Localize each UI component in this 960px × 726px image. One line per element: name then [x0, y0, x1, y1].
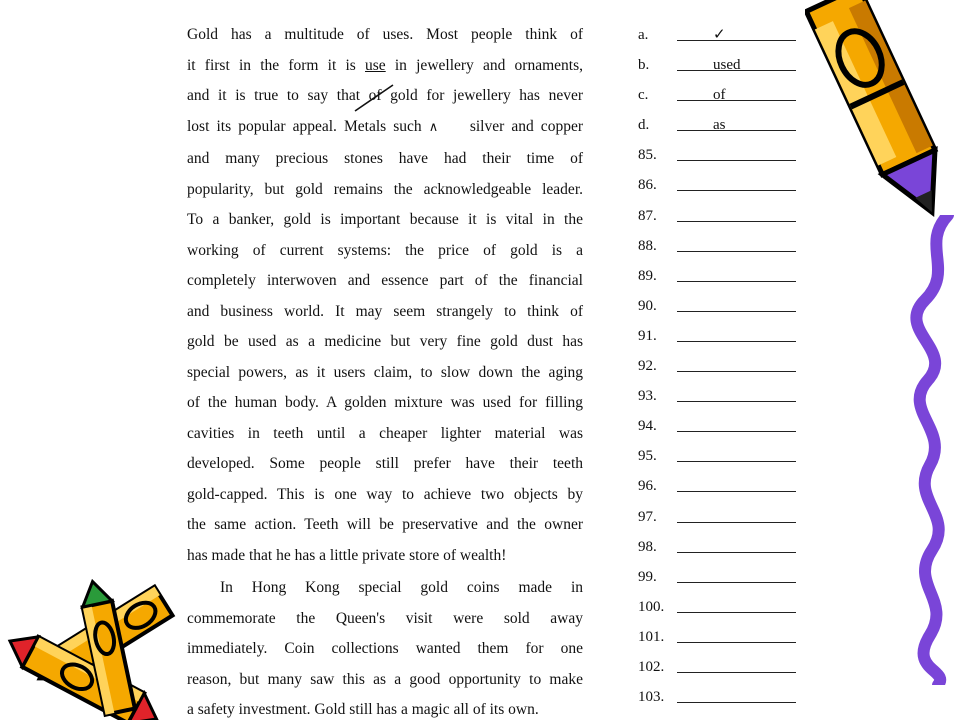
- answer-number: 93.: [638, 388, 657, 405]
- passage-line: has made that he has a little private store of wealth!: [187, 546, 507, 564]
- answer-value: of: [713, 87, 726, 104]
- passage-line: [187, 81, 583, 112]
- answer-row: [638, 411, 798, 441]
- answer-blank[interactable]: [677, 281, 796, 282]
- answer-blank[interactable]: [677, 401, 796, 402]
- passage-line: In Hong Kong special gold coins made in: [220, 579, 583, 596]
- answer-value: used: [713, 57, 741, 74]
- answer-blank[interactable]: [677, 311, 796, 312]
- passage-line: the same action. Teeth will be preservative and the owner: [187, 516, 583, 533]
- answer-row: [638, 652, 798, 682]
- answer-number: 86.: [638, 177, 657, 194]
- answer-number: 101.: [638, 628, 665, 645]
- answer-blank[interactable]: [677, 672, 796, 673]
- answer-blank[interactable]: [677, 341, 796, 342]
- passage-line: working of current systems: the price of gold is a: [187, 241, 583, 259]
- answer-blank[interactable]: [677, 431, 796, 432]
- answer-row: [638, 261, 798, 291]
- passage-line-end: in jewellery and ornaments,: [385, 56, 584, 74]
- answer-row: [638, 20, 798, 50]
- answer-blank[interactable]: [677, 552, 796, 553]
- answer-number: 100.: [638, 598, 665, 615]
- passage-line: immediately. Coin collections wanted them for one: [187, 640, 583, 657]
- passage-line: developed. Some people still prefer have their teeth: [187, 455, 583, 472]
- answer-row: [638, 682, 798, 712]
- answer-number: c.: [638, 87, 649, 104]
- insert-caret-icon: ∧: [428, 119, 439, 135]
- struck-word: [369, 87, 382, 104]
- answer-number: 103.: [638, 689, 665, 706]
- reading-passage: [187, 20, 583, 726]
- passage-line: [187, 112, 583, 143]
- answer-row: [638, 592, 798, 622]
- passage-line: special powers, as it users claim, to slow down the aging: [187, 363, 583, 381]
- passage-line: gold-capped. This is one way to achieve two objects by: [187, 485, 583, 503]
- answer-number: 88.: [638, 237, 657, 254]
- passage-line: To a banker, gold is important because it is vital in the: [187, 211, 583, 228]
- answer-row: [638, 532, 798, 562]
- answer-number: 87.: [638, 207, 657, 224]
- passage-line-start: it first in the form it is: [187, 56, 366, 74]
- answer-blank[interactable]: [677, 491, 796, 492]
- passage-line-end: gold for jewellery has never: [381, 87, 583, 104]
- passage-line: Gold has a multitude of uses. Most people think of: [187, 26, 583, 43]
- answer-number: 98.: [638, 538, 657, 555]
- answer-blank[interactable]: [677, 702, 796, 703]
- passage-line: reason, but many saw this as a good opportunity to make: [187, 670, 583, 688]
- answer-row: [638, 321, 798, 351]
- answer-blank[interactable]: [677, 130, 796, 131]
- passage-line: completely interwoven and essence part of the financial: [187, 272, 583, 289]
- answer-row: [638, 231, 798, 261]
- answer-row: [638, 80, 798, 110]
- answer-blank[interactable]: [677, 40, 796, 41]
- answer-number: 95.: [638, 448, 657, 465]
- answer-number: d.: [638, 117, 650, 134]
- answer-row: [638, 441, 798, 471]
- answer-number: 91.: [638, 327, 657, 344]
- answer-row: [638, 502, 798, 532]
- answer-value: as: [713, 117, 726, 134]
- passage-line: popularity, but gold remains the acknowledgeable leader.: [187, 180, 583, 198]
- passage-line: commemorate the Queen's visit were sold away: [187, 609, 583, 627]
- answer-number: 97.: [638, 508, 657, 525]
- answer-number: 90.: [638, 297, 657, 314]
- answer-row: [638, 351, 798, 381]
- passage-line: and business world. It may seem strangely to think of: [187, 302, 583, 320]
- answer-column: [638, 20, 798, 712]
- answer-number: a.: [638, 27, 649, 43]
- answer-row: [638, 562, 798, 592]
- passage-line: gold be used as a medicine but very fine gold dust has: [187, 333, 583, 350]
- underlined-word: use: [365, 56, 386, 74]
- answer-row: [638, 381, 798, 411]
- answer-number: 94.: [638, 418, 657, 435]
- answer-blank[interactable]: [677, 522, 796, 523]
- answer-row: [638, 110, 798, 140]
- answer-blank[interactable]: [677, 642, 796, 643]
- answer-blank[interactable]: [677, 582, 796, 583]
- strike-mark-icon: [355, 83, 395, 113]
- answer-blank[interactable]: [677, 371, 796, 372]
- answer-row: [638, 140, 798, 170]
- answer-number: 102.: [638, 658, 665, 675]
- answer-row: [638, 471, 798, 501]
- answer-blank[interactable]: [677, 461, 796, 462]
- answer-row: [638, 50, 798, 80]
- answer-number: b.: [638, 57, 650, 74]
- answer-number: 89.: [638, 267, 657, 284]
- passage-line: of the human body. A golden mixture was used for filling: [187, 394, 583, 411]
- passage-line: a safety investment. Gold still has a magic all of its own.: [187, 701, 539, 718]
- squiggle-border-icon: [900, 215, 960, 685]
- answer-blank[interactable]: [677, 221, 796, 222]
- passage-line: [187, 51, 583, 82]
- answer-blank[interactable]: [677, 612, 796, 613]
- pencil-icon: [805, 0, 960, 230]
- passage-line-end: silver and copper: [462, 117, 583, 135]
- answer-number: 99.: [638, 568, 657, 585]
- answer-number: 85.: [638, 147, 657, 164]
- passage-line: and many precious stones have had their time of: [187, 150, 583, 167]
- answer-row: [638, 201, 798, 231]
- crayons-icon: [0, 578, 185, 720]
- answer-blank[interactable]: [677, 160, 796, 161]
- passage-line-start: and it is true to say that: [187, 87, 369, 104]
- answer-row: [638, 291, 798, 321]
- struck-word-text: of: [368, 87, 382, 104]
- answer-value: ✓: [713, 27, 726, 43]
- answer-blank[interactable]: [677, 100, 796, 101]
- answer-number: 96.: [638, 478, 657, 495]
- answer-row: [638, 170, 798, 200]
- passage-line-start: lost its popular appeal. Metals such: [187, 117, 429, 135]
- answer-row: [638, 622, 798, 652]
- passage-line: cavities in teeth until a cheaper lighter material was: [187, 424, 583, 442]
- answer-blank[interactable]: [677, 251, 796, 252]
- answer-blank[interactable]: [677, 190, 796, 191]
- answer-number: 92.: [638, 358, 657, 375]
